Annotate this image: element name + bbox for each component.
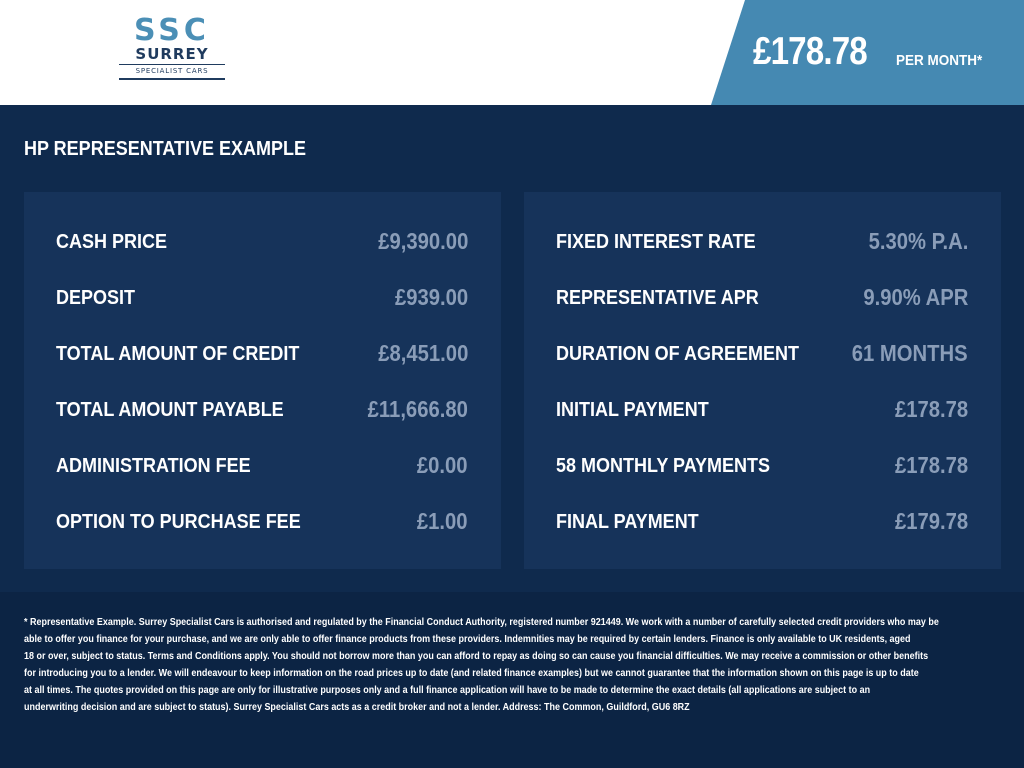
finance-row-final-payment [556, 472, 968, 534]
finance-row-deposit [56, 248, 468, 310]
finance-row-label: 58 MONTHLY PAYMENTS [556, 455, 771, 477]
finance-row-apr [556, 248, 968, 310]
finance-row-label: TOTAL AMOUNT OF CREDIT [56, 343, 300, 365]
finance-row-value: 9.90% APR [863, 284, 968, 310]
finance-row-value: £178.78 [894, 452, 968, 478]
finance-row-value: £11,666.80 [367, 396, 468, 422]
disclaimer-line: able to offer you finance for your purchase, and we are only able to offer finance products from these providers. Indemnities may be required by certain lenders. Finance is only available to UK residents, aged [24, 633, 911, 645]
finance-row-label: REPRESENTATIVE APR [556, 287, 759, 309]
finance-row-label: DEPOSIT [56, 287, 136, 309]
disclaimer-line: at all times. The quotes provided on this page are only for illustrative purposes only and a full finance application will have to be made to determine the exact details (all applications are subject to an [24, 684, 871, 696]
logo-sub-text: SURREY [135, 45, 209, 63]
finance-row-duration [556, 304, 968, 366]
finance-row-total-credit [56, 304, 468, 366]
finance-row-label: ADMINISTRATION FEE [56, 455, 251, 477]
disclaimer-line: * Representative Example. Surrey Specialist Cars is authorised and regulated by the Financial Conduct Authority, registered number 921449. We work with a number of carefully selected credit providers who may be [24, 616, 939, 628]
finance-row-value: £9,390.00 [377, 228, 468, 254]
finance-row-value: £178.78 [894, 396, 968, 422]
finance-row-initial-payment [556, 360, 968, 422]
finance-panel-right [524, 192, 1001, 569]
finance-row-label: FINAL PAYMENT [556, 511, 699, 533]
disclaimer-line: 18 or over, subject to status. Terms and Conditions apply. You should not borrow more than you can afford to repay as doing so can cause you financial difficulties. We may receive a commission or other benefits [24, 650, 929, 662]
ssc-logo[interactable] [119, 13, 225, 80]
finance-row-interest-rate [556, 192, 968, 254]
finance-row-value: £179.78 [894, 508, 968, 534]
disclaimer-text [24, 614, 939, 716]
finance-row-admin-fee [56, 416, 468, 478]
finance-row-label: CASH PRICE [56, 231, 168, 253]
finance-row-value: £8,451.00 [377, 340, 468, 366]
finance-row-value: 5.30% P.A. [868, 228, 968, 254]
finance-row-label: FIXED INTEREST RATE [556, 231, 756, 253]
finance-row-total-payable [56, 360, 468, 422]
finance-row-value: £0.00 [417, 452, 468, 478]
section-title: HP REPRESENTATIVE EXAMPLE [24, 138, 307, 160]
finance-row-monthly-payments [556, 416, 968, 478]
disclaimer-line: underwriting decision and are subject to status). Surrey Specialist Cars acts as a credit broker and not a lender. Address: The Common, Guildford, GU6 8RZ [24, 701, 690, 713]
finance-row-cash-price [56, 192, 468, 254]
finance-row-label: INITIAL PAYMENT [556, 399, 709, 421]
finance-row-label: TOTAL AMOUNT PAYABLE [56, 399, 284, 421]
finance-row-label: DURATION OF AGREEMENT [556, 343, 799, 365]
finance-panel-left [24, 192, 501, 569]
finance-row-label: OPTION TO PURCHASE FEE [56, 511, 301, 533]
finance-row-option-fee [56, 472, 468, 534]
logo-tag-text: SPECIALIST CARS [119, 64, 225, 80]
finance-row-value: £1.00 [417, 508, 468, 534]
logo-main-text: SSC [134, 13, 210, 48]
monthly-price-label: PER MONTH* [896, 52, 983, 69]
disclaimer-line: for introducing you to a lender. We will endeavour to keep information on the road prices up to date (and related finance examples) but we cannot guarantee that the information shown on this page is up to date [24, 667, 919, 679]
monthly-price-amount: £178.78 [753, 30, 867, 73]
finance-row-value: £939.00 [394, 284, 468, 310]
finance-row-value: 61 MONTHS [852, 340, 968, 366]
